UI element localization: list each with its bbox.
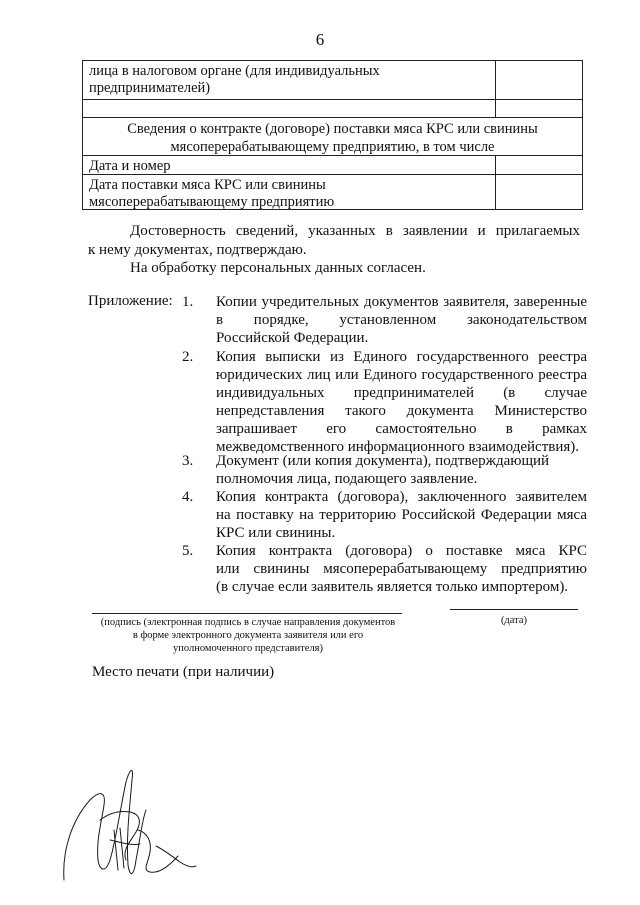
handwritten-signature [60,760,200,885]
info-table [82,60,583,210]
item-line: Российской Федерации. [216,330,369,346]
item-line: запрашивает его самостоятельно в рамках [216,421,587,437]
item-line: юридических лиц или Единого государственного реестра [216,367,587,383]
table-row [83,99,582,117]
table-row [83,174,582,209]
item-text [216,452,587,488]
table-cell [83,156,495,174]
table-cell [83,175,495,209]
item-line: полномочия лица, подающего заявление. [216,471,478,487]
section-heading-line: Сведения о контракте (договоре) поставки мяса КРС или свинины [127,121,538,137]
date-line [450,609,578,610]
table-value-cell [495,100,582,117]
item-line: Копии учредительных документов заявителя, заверенные [216,294,587,310]
signature-line [92,613,402,614]
declaration-line-1: Достоверность сведений, указанных в заявлении и прилагаемых [130,223,580,239]
item-number: 1. [182,294,194,310]
item-number: 2. [182,349,194,365]
cell-text: Дата поставки мяса КРС или свинины [89,177,326,193]
item-line: Копия контракта (договора) о поставке мяса КРС [216,543,587,559]
item-line: на поставку на территорию Российской Федерации мяса [216,507,587,523]
item-line: в порядке, установленном законодательством [216,312,587,328]
date-caption: (дата) [500,615,528,626]
item-line: или свинины мясоперерабатывающему предприятию [216,561,587,577]
table-section-row [83,117,582,155]
signature-caption [90,616,406,655]
page-number: 6 [315,30,325,49]
cell-text: мясоперерабатывающему предприятию [89,194,335,210]
item-line: Копия выписки из Единого государственного реестра [216,349,587,365]
cell-text: лица в налоговом органе (для индивидуальных [89,63,380,79]
item-text [216,293,587,347]
stamp-placeholder: Место печати (при наличии) [92,664,275,680]
item-number: 4. [182,489,194,505]
cell-text: предпринимателей) [89,80,211,96]
item-text [216,542,587,596]
declaration-line-2: к нему документах, подтверждаю. [88,242,307,258]
table-value-cell [495,175,582,209]
attachments-label: Приложение: [88,293,173,309]
caption-line: уполномоченного представителя) [172,643,324,654]
table-cell [83,61,495,99]
section-heading [83,118,582,155]
table-cell [83,100,495,117]
item-number: 5. [182,543,194,559]
item-text [216,348,587,456]
item-line: Документ (или копия документа), подтверждающий [216,453,550,469]
item-line: индивидуальных предпринимателей (в случае [216,385,587,401]
item-number: 3. [182,453,194,469]
item-line: Копия контракта (договора), заключенного заявителем [216,489,587,505]
caption-line: (подпись (электронная подпись в случае направления документов [100,617,396,628]
item-line: (в случае если заявитель является только импортером). [216,579,569,595]
table-value-cell [495,61,582,99]
cell-text: Дата и номер [89,158,171,174]
table-value-cell [495,156,582,174]
item-line: непредставления такого документа Министерство [216,403,587,419]
table-row [83,155,582,174]
section-heading-line: мясоперерабатывающему предприятию, в том числе [170,139,495,155]
table-row [83,61,582,99]
item-text [216,488,587,542]
consent-text: На обработку персональных данных согласен. [130,260,426,276]
item-line: межведомственного информационного взаимодействия). [216,439,580,455]
caption-line: в форме электронного документа заявителя или его [132,630,364,641]
item-line: КРС или свинины. [216,525,336,541]
